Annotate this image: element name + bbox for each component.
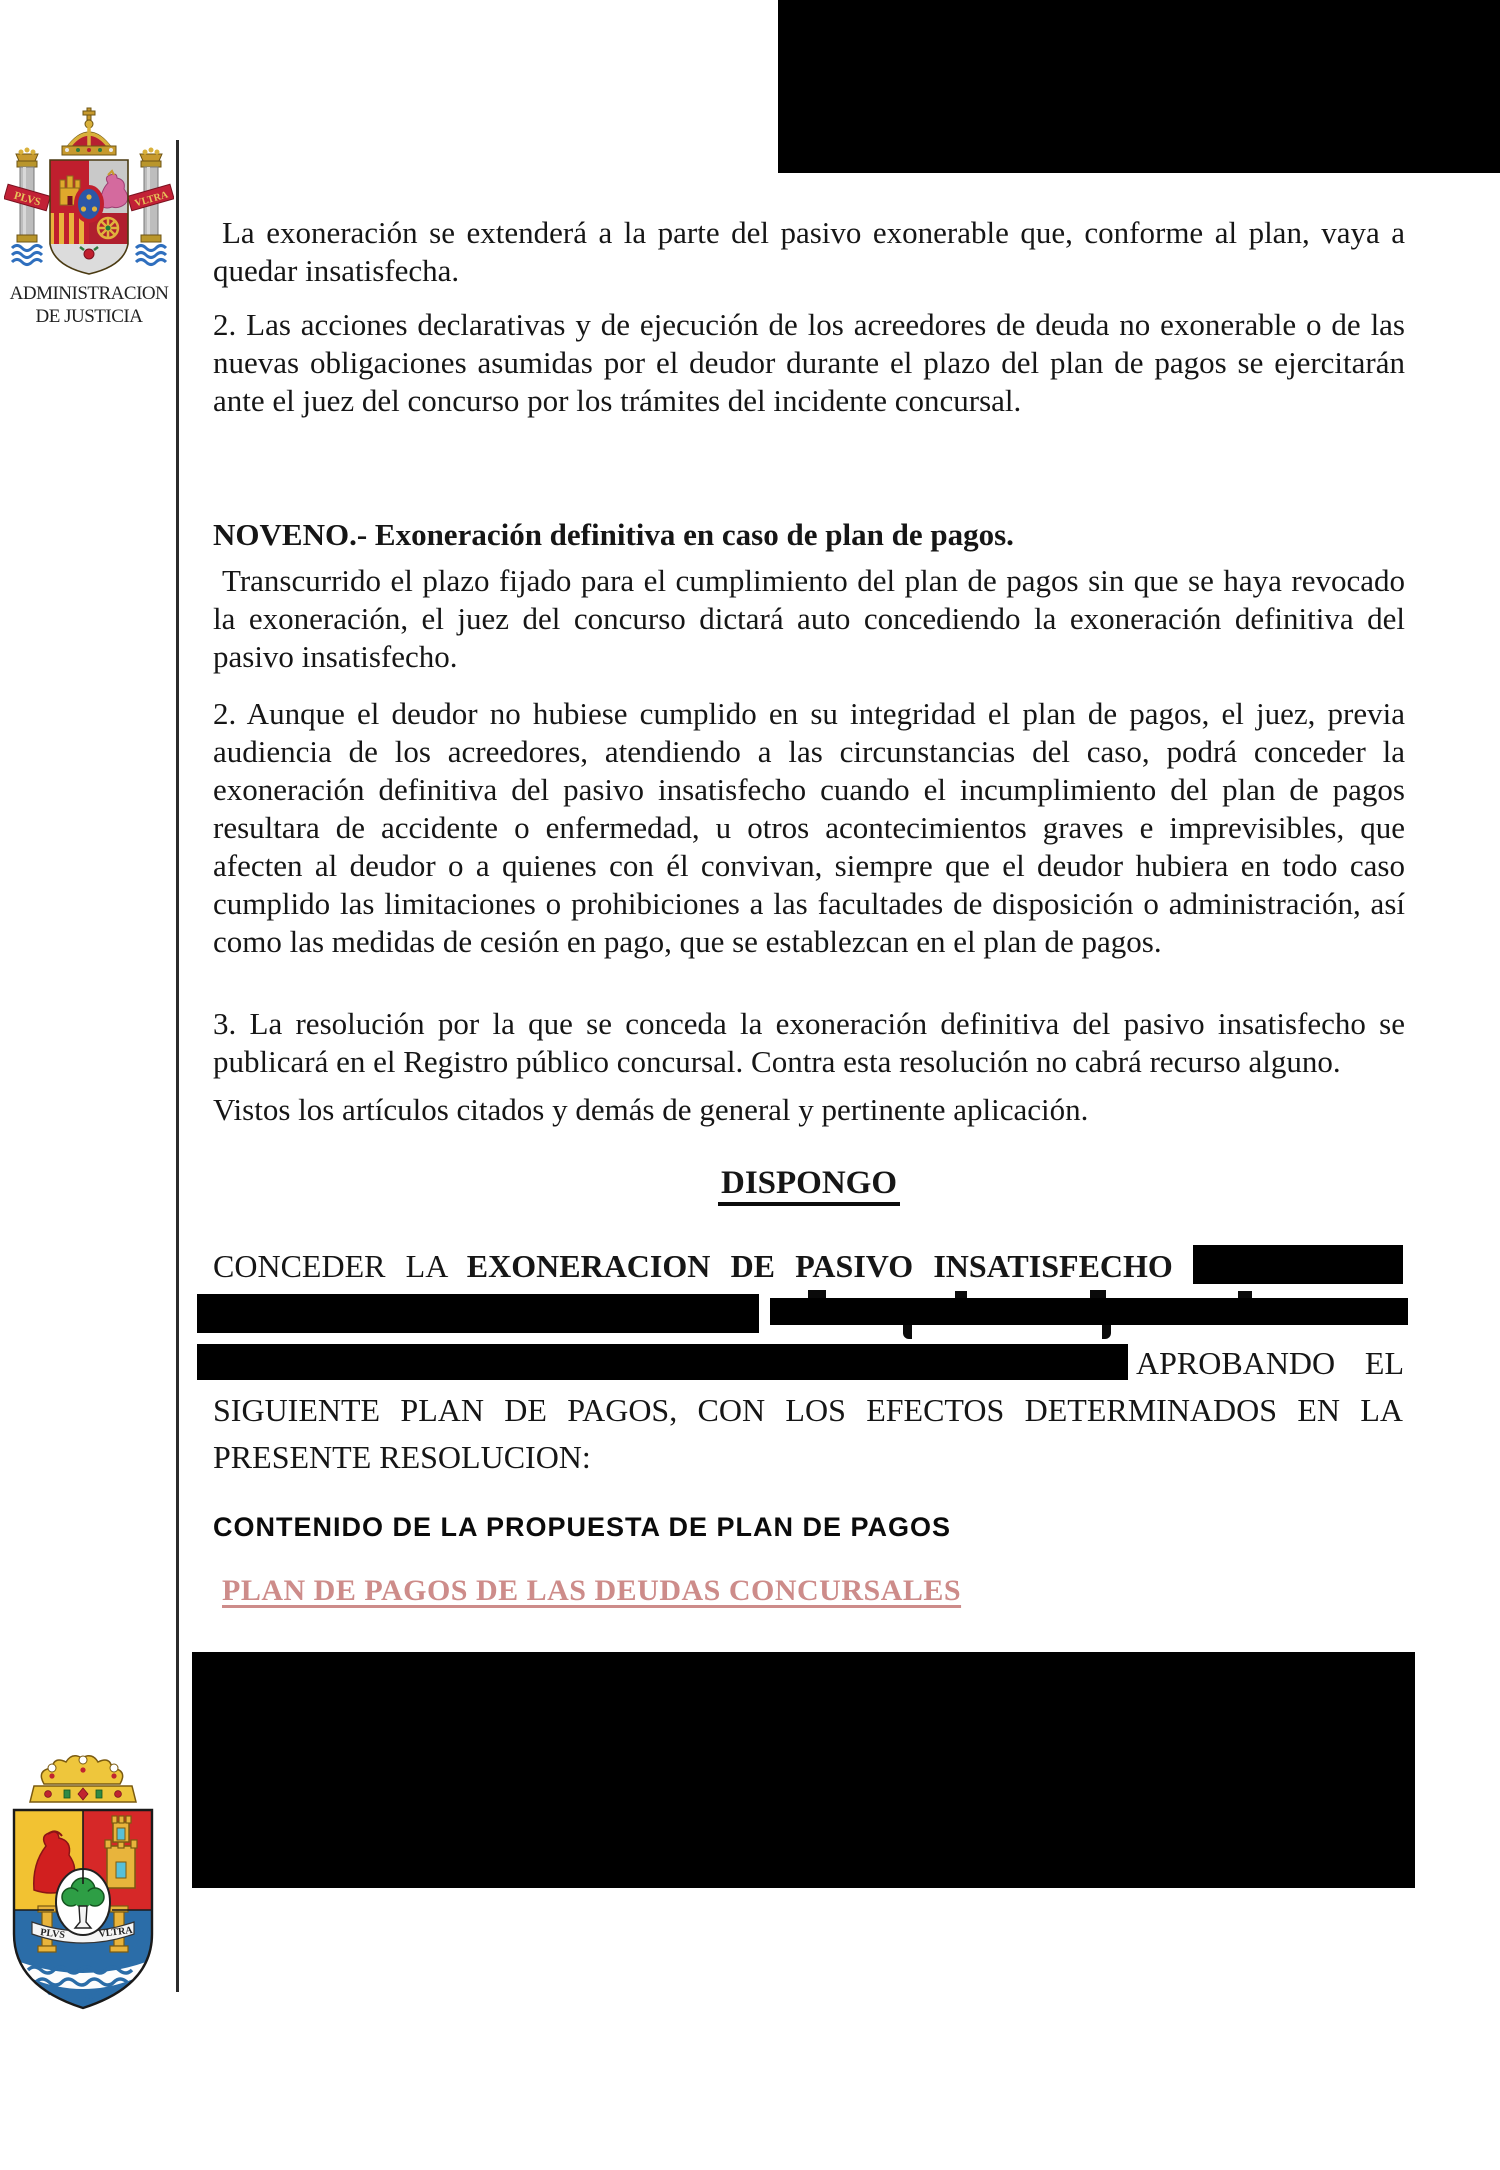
redaction-box-line1 <box>1193 1245 1403 1284</box>
dispongo-heading <box>213 1164 1405 1202</box>
banner-motto-right: VLTRA <box>98 1924 134 1940</box>
paragraph-resolucion: 3. La resolución por la que se conceda la exoneración definitiva del pasivo insatisfecho se publicará en el Registro público concursal. Contra esta resolución no cabrá recurso alguno. <box>213 1006 1405 1079</box>
spain-coat-of-arms-icon <box>4 102 174 292</box>
redaction-text-fragment <box>1102 1325 1111 1339</box>
redaction-text-fragment <box>808 1290 826 1298</box>
extremadura-shield-icon <box>14 1810 152 2008</box>
conceder-line4: SIGUIENTE PLAN DE PAGOS, CON LOS EFECTOS DETERMINADOS EN LA <box>213 1392 1403 1428</box>
crown-icon <box>30 1756 136 1802</box>
redaction-bar-line3 <box>197 1344 1128 1380</box>
motto-right-text: VLTRA <box>133 189 170 210</box>
conceder-regular: CONCEDER LA <box>213 1248 447 1284</box>
paragraph-acciones: 2. Las acciones declarativas y de ejecución de los acreedores de deuda no exonerable o de las nuevas obligaciones asumidas por el deudor durante el plazo del plan de pagos se ejercitarán ante el juez del concurso por los trámites del incidente concursal. <box>213 307 1405 418</box>
paragraph-aunque: 2. Aunque el deudor no hubiese cumplido en su integridad el plan de pagos, el juez, previa audiencia de los acreedores, atendiendo a las circunstancias del caso, podrá conceder la exoneración definitiva del pasivo insatisfecho cuando el incumplimiento del plan de pagos resultara de accidente o enfermedad, u otros acontecimientos graves e imprevisibles, que afecten al deudor o a quienes con él convivan, siempre que el deudor hubiera en todo caso cumplido las limitaciones o prohibiciones a las facultades de disposición o administración, así como las medidas de cesión en pago, que se establezcan en el plan de pagos. <box>213 696 1405 959</box>
paragraph-vistos: Vistos los artículos citados y demás de general y pertinente aplicación. <box>213 1092 1089 1127</box>
paragraph-transcurrido: Transcurrido el plazo fijado para el cumplimiento del plan de pagos sin que se haya revocado la exoneración, el juez del concurso dictará auto concediendo la exoneración definitiva del pasivo insatisfecho. <box>213 563 1405 674</box>
crown-icon <box>62 108 116 155</box>
extremadura-coat-of-arms-icon <box>4 1750 162 2012</box>
conceder-line5: PRESENTE RESOLUCION: <box>213 1439 591 1475</box>
conceder-bold: EXONERACION DE PASIVO INSATISFECHO <box>466 1248 1173 1284</box>
redaction-bar-line2-right <box>770 1298 1408 1325</box>
paragraph-exoneracion: La exoneración se extenderá a la parte del pasivo exonerable que, conforme al plan, vaya a quedar insatisfecha. <box>213 215 1405 288</box>
heading-noveno: NOVENO.- Exoneración definitiva en caso de plan de pagos. <box>213 517 1014 552</box>
redaction-bar-line2-left <box>197 1294 759 1333</box>
redaction-text-fragment <box>1090 1290 1106 1298</box>
administration-label-line2: DE JUSTICIA <box>35 306 143 327</box>
redaction-text-fragment <box>955 1291 967 1298</box>
conceder-line3: APROBANDO EL <box>1136 1345 1404 1381</box>
administration-label <box>0 282 178 328</box>
plan-de-pagos-link[interactable]: PLAN DE PAGOS DE LAS DEUDAS CONCURSALES <box>222 1574 962 1607</box>
conceder-line1 <box>213 1245 1403 1287</box>
spain-shield-icon <box>50 160 128 274</box>
motto-left-text: PLVS <box>12 189 42 209</box>
contenido-heading: CONTENIDO DE LA PROPUESTA DE PLAN DE PAGOS <box>213 1512 952 1542</box>
redaction-text-fragment <box>903 1325 912 1339</box>
margin-rule <box>176 140 179 1992</box>
redaction-box-plan-table <box>192 1652 1415 1888</box>
administration-label-line1: ADMINISTRACION <box>9 283 169 304</box>
redaction-text-fragment <box>1238 1291 1252 1298</box>
banner-motto-left: PLVS <box>39 1927 66 1941</box>
dispongo-text: DISPONGO <box>718 1165 900 1206</box>
redaction-box-header <box>778 0 1500 173</box>
